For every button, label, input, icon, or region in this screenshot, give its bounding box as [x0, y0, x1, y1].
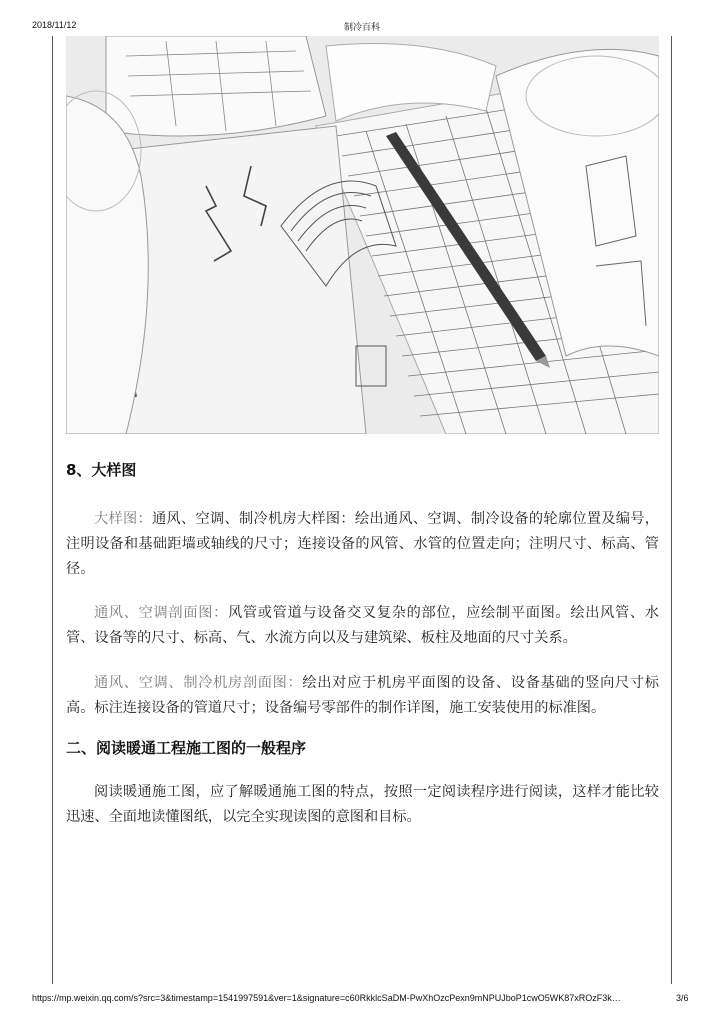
- paragraph-section-drawing: [66, 601, 659, 651]
- paragraph-reading-procedure: 阅读暖通施工图，应了解暖通施工图的特点，按照一定阅读程序进行阅读，这样才能比较迅速、全面地读懂图纸，以完全实现读图的意图和目标。: [66, 784, 659, 825]
- paragraph-detail-drawing: [66, 507, 659, 582]
- print-url: https://mp.weixin.qq.com/s?src=3&timestamp=1541997591&ver=1&signature=c60RkklcSaDM-PwXhOzcPexn9mNPUJboP1cwO5WK87xROzF3k…: [32, 993, 621, 1003]
- section-heading-reading-procedure: 二、阅读暖通工程施工图的一般程序: [66, 739, 307, 757]
- paragraph-body: 通风、空调、制冷机房大样图：绘出通风、空调、制冷设备的轮廓位置及编号，注明设备和基础距墙或轴线的尺寸；连接设备的风管、水管的位置走向；注明尺寸、标高、管径。: [66, 511, 659, 577]
- page-border-right: [671, 36, 672, 984]
- print-title: 制冷百科: [343, 23, 380, 33]
- print-page-number: 3/6: [676, 993, 689, 1003]
- paragraph-body: 风管或管道与设备交叉复杂的部位，应绘制平面图。绘出风管、水管、设备等的尺寸、标高、气、水流方向以及与建筑梁、板柱及地面的尺寸关系。: [66, 605, 659, 646]
- blueprint-photo: [66, 36, 659, 434]
- paragraph-lead: 通风、空调、制冷机房剖面图：: [94, 675, 303, 691]
- paragraph-body: 绘出对应于机房平面图的设备、设备基础的竖向尺寸标高。标注连接设备的管道尺寸；设备编号零部件的制作详图，施工安装使用的标准图。: [66, 675, 659, 716]
- section-heading-large-drawing: 8、大样图: [66, 461, 137, 479]
- paragraph-lead: 通风、空调剖面图：: [94, 605, 228, 621]
- print-date: 2018/11/12: [32, 20, 77, 30]
- paragraph-machine-room-section: [66, 671, 659, 721]
- paragraph-lead: 大样图：: [94, 511, 152, 527]
- page-border-left: [52, 36, 53, 984]
